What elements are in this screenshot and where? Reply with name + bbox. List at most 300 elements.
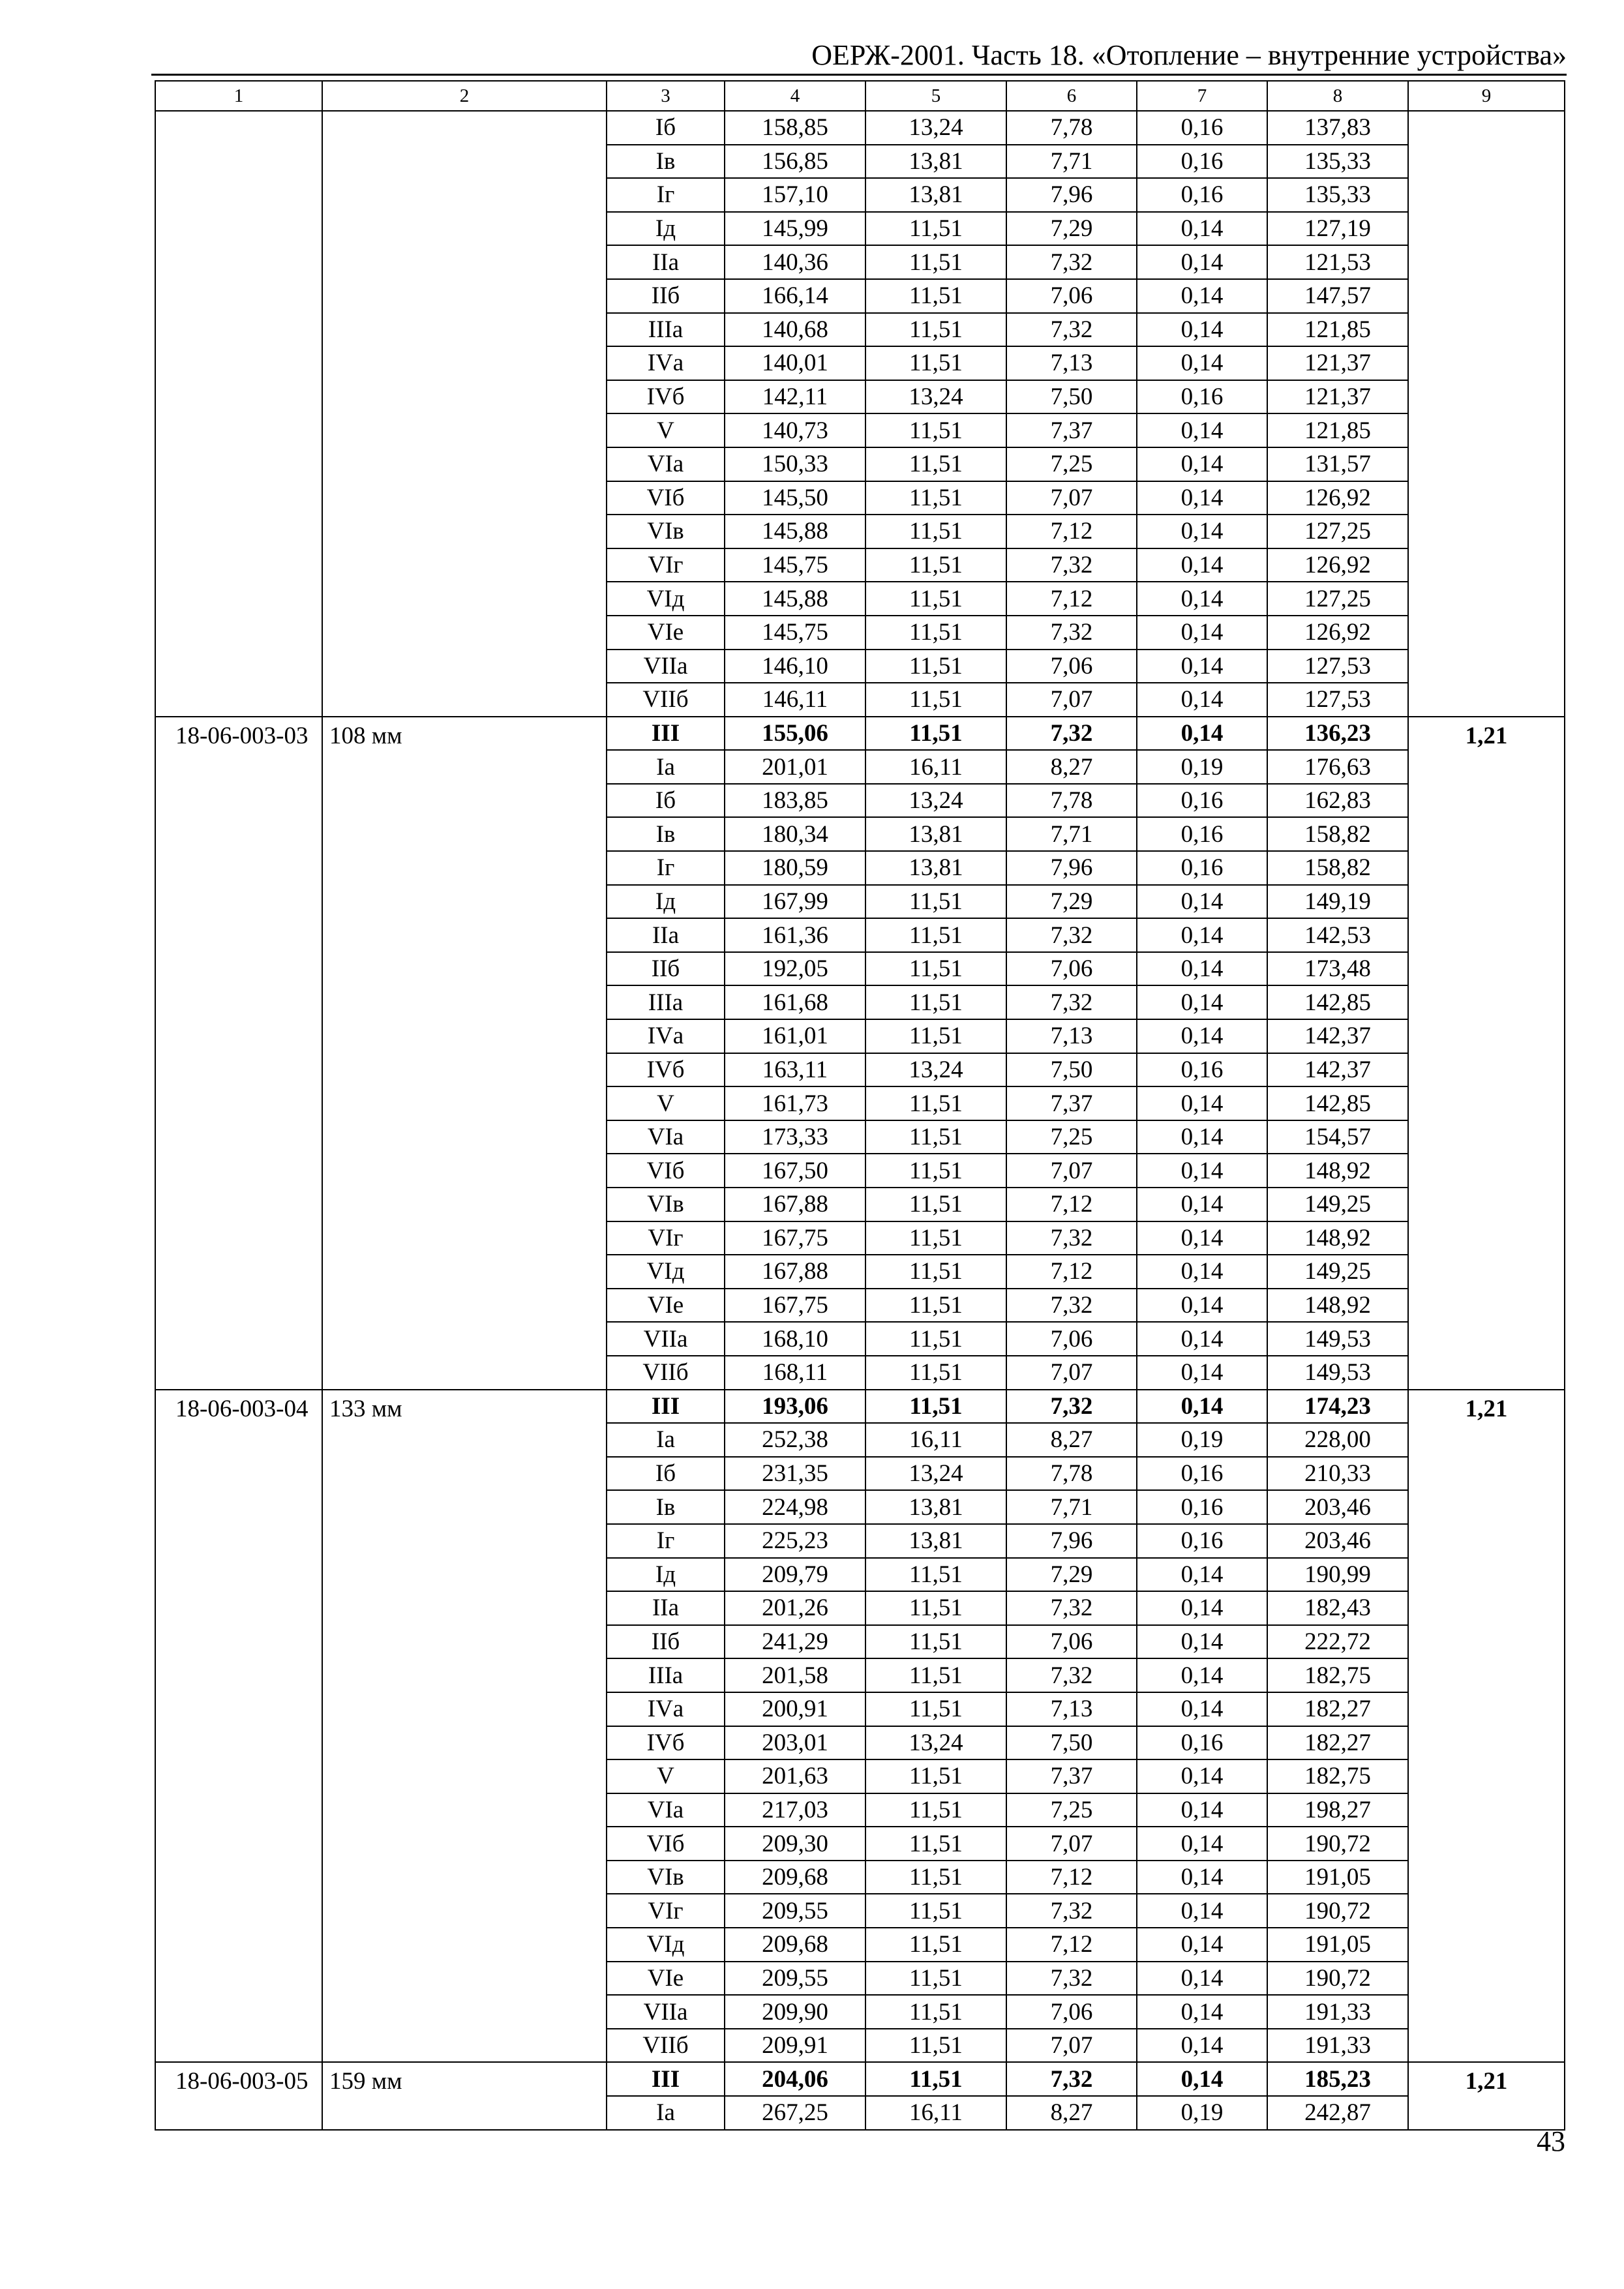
value-cell: 7,29 (1006, 212, 1137, 246)
value-cell: 7,96 (1006, 1524, 1137, 1558)
value-cell: 167,75 (725, 1221, 865, 1255)
value-cell: 191,33 (1267, 1995, 1408, 2029)
value-cell: 0,14 (1137, 985, 1267, 1019)
value-cell: 127,25 (1267, 515, 1408, 548)
price-table (155, 80, 1565, 2131)
zone-cell: VIд (607, 1255, 725, 1289)
value-cell: 158,85 (725, 111, 865, 145)
value-cell: 7,96 (1006, 851, 1137, 885)
value-cell: 0,14 (1137, 1120, 1267, 1154)
value-cell: 142,37 (1267, 1019, 1408, 1053)
zone-cell: IIа (607, 918, 725, 952)
value-cell: 126,92 (1267, 481, 1408, 515)
diameter-cell: 159 мм (322, 2062, 607, 2129)
value-cell: 0,14 (1137, 2062, 1267, 2096)
zone-cell: III (607, 1390, 725, 1424)
norm-code-cell: 18-06-003-03 (155, 717, 322, 1390)
zone-cell: IIа (607, 245, 725, 279)
value-cell: 147,57 (1267, 279, 1408, 313)
value-cell: 11,51 (865, 515, 1006, 548)
value-cell: 209,90 (725, 1995, 865, 2029)
column-number-cell: 3 (607, 81, 725, 111)
zone-cell: VIд (607, 582, 725, 616)
value-cell: 228,00 (1267, 1423, 1408, 1457)
value-cell: 176,63 (1267, 750, 1408, 784)
zone-cell: IIб (607, 279, 725, 313)
value-cell: 7,12 (1006, 1188, 1137, 1221)
value-cell: 145,88 (725, 582, 865, 616)
value-cell: 155,06 (725, 717, 865, 751)
value-cell: 142,11 (725, 380, 865, 414)
zone-cell: Iг (607, 1524, 725, 1558)
value-cell: 0,16 (1137, 1726, 1267, 1760)
value-cell: 8,27 (1006, 750, 1137, 784)
column-number-cell: 6 (1006, 81, 1137, 111)
value-cell: 11,51 (865, 616, 1006, 650)
value-cell: 148,92 (1267, 1221, 1408, 1255)
value-cell: 136,23 (1267, 717, 1408, 751)
value-cell: 0,16 (1137, 1457, 1267, 1491)
zone-cell: IVа (607, 1692, 725, 1726)
value-cell: 11,51 (865, 1221, 1006, 1255)
value-cell: 0,14 (1137, 1928, 1267, 1962)
zone-cell: VIа (607, 1793, 725, 1827)
value-cell: 13,81 (865, 178, 1006, 212)
column-number-cell: 9 (1408, 81, 1565, 111)
value-cell: 0,14 (1137, 1894, 1267, 1928)
value-cell: 11,51 (865, 548, 1006, 582)
value-cell: 7,12 (1006, 1861, 1137, 1894)
value-cell: 185,23 (1267, 2062, 1408, 2096)
value-cell: 7,07 (1006, 1827, 1137, 1861)
value-cell: 0,14 (1137, 582, 1267, 616)
zone-cell: VIв (607, 515, 725, 548)
zone-cell: IVб (607, 1726, 725, 1760)
value-cell: 13,24 (865, 1726, 1006, 1760)
value-cell: 209,91 (725, 2029, 865, 2063)
zone-cell: IIIа (607, 1658, 725, 1692)
running-header: ОЕРЖ-2001. Часть 18. «Отопление – внутренние устройства» (811, 39, 1567, 71)
value-cell: 7,06 (1006, 952, 1137, 986)
zone-cell: IIб (607, 952, 725, 986)
value-cell: 7,12 (1006, 1928, 1137, 1962)
value-cell: 0,16 (1137, 1524, 1267, 1558)
value-cell: 180,34 (725, 817, 865, 851)
value-cell: 11,51 (865, 1861, 1006, 1894)
value-cell: 11,51 (865, 1692, 1006, 1726)
zone-cell: Iа (607, 2096, 725, 2130)
value-cell: 0,16 (1137, 817, 1267, 851)
value-cell: 0,16 (1137, 784, 1267, 818)
value-cell: 0,16 (1137, 1490, 1267, 1524)
value-cell: 7,32 (1006, 2062, 1137, 2096)
value-cell: 7,13 (1006, 1692, 1137, 1726)
zone-cell: Iг (607, 178, 725, 212)
value-cell: 190,72 (1267, 1894, 1408, 1928)
value-cell: 167,75 (725, 1289, 865, 1323)
value-cell: 0,14 (1137, 212, 1267, 246)
value-cell: 0,16 (1137, 851, 1267, 885)
value-cell: 16,11 (865, 2096, 1006, 2130)
value-cell: 145,75 (725, 616, 865, 650)
value-cell: 7,06 (1006, 1995, 1137, 2029)
table-row (155, 111, 1565, 145)
value-cell: 11,51 (865, 1255, 1006, 1289)
value-cell: 161,01 (725, 1019, 865, 1053)
value-cell: 224,98 (725, 1490, 865, 1524)
zone-cell: IVб (607, 380, 725, 414)
value-cell: 0,14 (1137, 2029, 1267, 2063)
value-cell: 0,16 (1137, 111, 1267, 145)
value-cell: 11,51 (865, 1120, 1006, 1154)
zone-cell: IVа (607, 346, 725, 380)
value-cell: 0,14 (1137, 1221, 1267, 1255)
value-cell: 7,06 (1006, 1625, 1137, 1659)
value-cell: 7,96 (1006, 178, 1137, 212)
value-cell: 149,53 (1267, 1322, 1408, 1356)
value-cell: 11,51 (865, 481, 1006, 515)
value-cell: 150,33 (725, 447, 865, 481)
value-cell: 0,14 (1137, 885, 1267, 919)
zone-cell: VIв (607, 1861, 725, 1894)
value-cell: 0,14 (1137, 1390, 1267, 1424)
value-cell: 7,37 (1006, 413, 1137, 447)
value-cell: 11,51 (865, 447, 1006, 481)
zone-cell: IIа (607, 1591, 725, 1625)
value-cell: 11,51 (865, 413, 1006, 447)
value-cell: 145,50 (725, 481, 865, 515)
value-cell: 11,51 (865, 1289, 1006, 1323)
value-cell: 209,68 (725, 1861, 865, 1894)
coefficient-cell: 1,21 (1408, 2062, 1565, 2129)
value-cell: 121,85 (1267, 413, 1408, 447)
value-cell: 173,48 (1267, 952, 1408, 986)
value-cell: 0,14 (1137, 1255, 1267, 1289)
value-cell: 242,87 (1267, 2096, 1408, 2130)
value-cell: 127,25 (1267, 582, 1408, 616)
value-cell: 209,55 (725, 1894, 865, 1928)
value-cell: 0,14 (1137, 1625, 1267, 1659)
value-cell: 191,05 (1267, 1861, 1408, 1894)
value-cell: 8,27 (1006, 1423, 1137, 1457)
value-cell: 0,14 (1137, 650, 1267, 683)
value-cell: 0,16 (1137, 380, 1267, 414)
value-cell: 11,51 (865, 1894, 1006, 1928)
value-cell: 11,51 (865, 1625, 1006, 1659)
zone-cell: IVб (607, 1053, 725, 1087)
value-cell: 7,07 (1006, 1154, 1137, 1188)
value-cell: 11,51 (865, 1019, 1006, 1053)
value-cell: 13,24 (865, 784, 1006, 818)
value-cell: 7,37 (1006, 1086, 1137, 1120)
column-number-cell: 1 (155, 81, 322, 111)
value-cell: 11,51 (865, 2062, 1006, 2096)
value-cell: 231,35 (725, 1457, 865, 1491)
value-cell: 158,82 (1267, 817, 1408, 851)
zone-cell: Iг (607, 851, 725, 885)
value-cell: 11,51 (865, 313, 1006, 347)
value-cell: 11,51 (865, 985, 1006, 1019)
value-cell: 201,01 (725, 750, 865, 784)
value-cell: 7,07 (1006, 1356, 1137, 1390)
column-number-cell: 8 (1267, 81, 1408, 111)
value-cell: 161,68 (725, 985, 865, 1019)
value-cell: 7,32 (1006, 1962, 1137, 1996)
value-cell: 0,14 (1137, 1793, 1267, 1827)
zone-cell: Iд (607, 1558, 725, 1592)
column-number-row (155, 81, 1565, 111)
value-cell: 0,14 (1137, 1356, 1267, 1390)
value-cell: 11,51 (865, 683, 1006, 717)
value-cell: 135,33 (1267, 178, 1408, 212)
value-cell: 7,32 (1006, 1221, 1137, 1255)
value-cell: 7,25 (1006, 447, 1137, 481)
zone-cell: IIб (607, 1625, 725, 1659)
value-cell: 146,10 (725, 650, 865, 683)
value-cell: 7,32 (1006, 1591, 1137, 1625)
value-cell: 0,14 (1137, 1962, 1267, 1996)
value-cell: 11,51 (865, 1154, 1006, 1188)
value-cell: 0,14 (1137, 1861, 1267, 1894)
zone-cell: VIб (607, 1154, 725, 1188)
value-cell: 0,14 (1137, 1692, 1267, 1726)
value-cell: 7,32 (1006, 548, 1137, 582)
value-cell: 145,75 (725, 548, 865, 582)
column-number-cell: 2 (322, 81, 607, 111)
value-cell: 0,14 (1137, 1658, 1267, 1692)
zone-cell: IVа (607, 1019, 725, 1053)
value-cell: 201,58 (725, 1658, 865, 1692)
zone-cell: VIа (607, 447, 725, 481)
value-cell: 166,14 (725, 279, 865, 313)
diameter-cell: 133 мм (322, 1390, 607, 2063)
value-cell: 140,68 (725, 313, 865, 347)
value-cell: 11,51 (865, 1995, 1006, 2029)
value-cell: 7,06 (1006, 1322, 1137, 1356)
value-cell: 0,14 (1137, 1188, 1267, 1221)
norm-code-cell (155, 111, 322, 717)
value-cell: 7,12 (1006, 515, 1137, 548)
diameter-cell (322, 111, 607, 717)
zone-cell: III (607, 2062, 725, 2096)
value-cell: 7,25 (1006, 1120, 1137, 1154)
value-cell: 161,73 (725, 1086, 865, 1120)
table-row (155, 2062, 1565, 2096)
value-cell: 210,33 (1267, 1457, 1408, 1491)
value-cell: 11,51 (865, 1322, 1006, 1356)
value-cell: 121,85 (1267, 313, 1408, 347)
value-cell: 209,79 (725, 1558, 865, 1592)
value-cell: 121,37 (1267, 346, 1408, 380)
value-cell: 7,32 (1006, 1390, 1137, 1424)
value-cell: 0,14 (1137, 279, 1267, 313)
value-cell: 140,36 (725, 245, 865, 279)
zone-cell: Iа (607, 750, 725, 784)
value-cell: 11,51 (865, 212, 1006, 246)
value-cell: 13,81 (865, 145, 1006, 179)
value-cell: 11,51 (865, 1356, 1006, 1390)
value-cell: 0,14 (1137, 548, 1267, 582)
value-cell: 174,23 (1267, 1390, 1408, 1424)
value-cell: 7,50 (1006, 1726, 1137, 1760)
value-cell: 7,12 (1006, 582, 1137, 616)
zone-cell: Iв (607, 817, 725, 851)
value-cell: 0,14 (1137, 1154, 1267, 1188)
zone-cell: Iд (607, 212, 725, 246)
zone-cell: VIб (607, 481, 725, 515)
value-cell: 7,32 (1006, 616, 1137, 650)
zone-cell: Iд (607, 885, 725, 919)
value-cell: 13,81 (865, 1524, 1006, 1558)
value-cell: 7,78 (1006, 1457, 1137, 1491)
header-rule (151, 74, 1567, 76)
value-cell: 167,88 (725, 1255, 865, 1289)
value-cell: 145,88 (725, 515, 865, 548)
zone-cell: Iб (607, 784, 725, 818)
value-cell: 7,29 (1006, 885, 1137, 919)
zone-cell: Iв (607, 1490, 725, 1524)
value-cell: 0,14 (1137, 616, 1267, 650)
zone-cell: V (607, 1086, 725, 1120)
zone-cell: III (607, 717, 725, 751)
value-cell: 0,14 (1137, 952, 1267, 986)
value-cell: 0,19 (1137, 1423, 1267, 1457)
value-cell: 145,99 (725, 212, 865, 246)
value-cell: 13,24 (865, 1053, 1006, 1087)
value-cell: 267,25 (725, 2096, 865, 2130)
value-cell: 0,14 (1137, 1289, 1267, 1323)
value-cell: 148,92 (1267, 1289, 1408, 1323)
value-cell: 7,13 (1006, 346, 1137, 380)
value-cell: 11,51 (865, 1188, 1006, 1221)
value-cell: 146,11 (725, 683, 865, 717)
zone-cell: V (607, 1759, 725, 1793)
value-cell: 7,06 (1006, 279, 1137, 313)
value-cell: 7,07 (1006, 2029, 1137, 2063)
value-cell: 16,11 (865, 1423, 1006, 1457)
value-cell: 191,33 (1267, 2029, 1408, 2063)
column-number-cell: 5 (865, 81, 1006, 111)
value-cell: 11,51 (865, 582, 1006, 616)
value-cell: 7,32 (1006, 245, 1137, 279)
value-cell: 11,51 (865, 650, 1006, 683)
value-cell: 182,75 (1267, 1759, 1408, 1793)
value-cell: 0,14 (1137, 245, 1267, 279)
value-cell: 190,72 (1267, 1827, 1408, 1861)
value-cell: 135,33 (1267, 145, 1408, 179)
table-row (155, 717, 1565, 751)
value-cell: 7,37 (1006, 1759, 1137, 1793)
coefficient-cell: 1,21 (1408, 717, 1565, 1390)
zone-cell: VIе (607, 1289, 725, 1323)
value-cell: 142,53 (1267, 918, 1408, 952)
value-cell: 7,32 (1006, 985, 1137, 1019)
value-cell: 0,14 (1137, 1558, 1267, 1592)
value-cell: 7,32 (1006, 1289, 1137, 1323)
value-cell: 204,06 (725, 2062, 865, 2096)
value-cell: 149,25 (1267, 1188, 1408, 1221)
value-cell: 7,07 (1006, 683, 1137, 717)
value-cell: 0,19 (1137, 2096, 1267, 2130)
value-cell: 0,14 (1137, 1827, 1267, 1861)
zone-cell: VIIа (607, 650, 725, 683)
value-cell: 0,14 (1137, 447, 1267, 481)
value-cell: 0,14 (1137, 413, 1267, 447)
value-cell: 0,14 (1137, 481, 1267, 515)
value-cell: 11,51 (865, 1558, 1006, 1592)
value-cell: 11,51 (865, 717, 1006, 751)
value-cell: 0,14 (1137, 1591, 1267, 1625)
value-cell: 121,37 (1267, 380, 1408, 414)
value-cell: 167,50 (725, 1154, 865, 1188)
value-cell: 0,16 (1137, 1053, 1267, 1087)
value-cell: 0,16 (1137, 178, 1267, 212)
value-cell: 11,51 (865, 1591, 1006, 1625)
value-cell: 201,26 (725, 1591, 865, 1625)
value-cell: 198,27 (1267, 1793, 1408, 1827)
zone-cell: VIг (607, 1221, 725, 1255)
value-cell: 11,51 (865, 279, 1006, 313)
value-cell: 7,32 (1006, 918, 1137, 952)
zone-cell: VIв (607, 1188, 725, 1221)
value-cell: 13,81 (865, 851, 1006, 885)
value-cell: 0,14 (1137, 918, 1267, 952)
zone-cell: V (607, 413, 725, 447)
zone-cell: VIе (607, 1962, 725, 1996)
value-cell: 13,24 (865, 380, 1006, 414)
value-cell: 0,14 (1137, 1322, 1267, 1356)
value-cell: 137,83 (1267, 111, 1408, 145)
value-cell: 131,57 (1267, 447, 1408, 481)
value-cell: 192,05 (725, 952, 865, 986)
norm-code-cell: 18-06-003-05 (155, 2062, 322, 2129)
value-cell: 157,10 (725, 178, 865, 212)
zone-cell: Iб (607, 1457, 725, 1491)
value-cell: 0,19 (1137, 750, 1267, 784)
value-cell: 142,37 (1267, 1053, 1408, 1087)
value-cell: 127,53 (1267, 650, 1408, 683)
value-cell: 0,14 (1137, 346, 1267, 380)
table-row (155, 1390, 1565, 1424)
value-cell: 11,51 (865, 1086, 1006, 1120)
value-cell: 7,71 (1006, 1490, 1137, 1524)
value-cell: 7,78 (1006, 111, 1137, 145)
zone-cell: VIIа (607, 1322, 725, 1356)
zone-cell: Iа (607, 1423, 725, 1457)
value-cell: 0,14 (1137, 1759, 1267, 1793)
value-cell: 126,92 (1267, 548, 1408, 582)
value-cell: 13,24 (865, 111, 1006, 145)
value-cell: 13,81 (865, 817, 1006, 851)
value-cell: 13,24 (865, 1457, 1006, 1491)
value-cell: 7,32 (1006, 313, 1137, 347)
value-cell: 7,07 (1006, 481, 1137, 515)
value-cell: 7,25 (1006, 1793, 1137, 1827)
value-cell: 201,63 (725, 1759, 865, 1793)
value-cell: 191,05 (1267, 1928, 1408, 1962)
zone-cell: VIг (607, 548, 725, 582)
value-cell: 203,46 (1267, 1524, 1408, 1558)
value-cell: 13,81 (865, 1490, 1006, 1524)
value-cell: 11,51 (865, 1928, 1006, 1962)
value-cell: 209,68 (725, 1928, 865, 1962)
value-cell: 203,01 (725, 1726, 865, 1760)
value-cell: 168,10 (725, 1322, 865, 1356)
value-cell: 182,27 (1267, 1726, 1408, 1760)
value-cell: 173,33 (725, 1120, 865, 1154)
value-cell: 225,23 (725, 1524, 865, 1558)
value-cell: 183,85 (725, 784, 865, 818)
